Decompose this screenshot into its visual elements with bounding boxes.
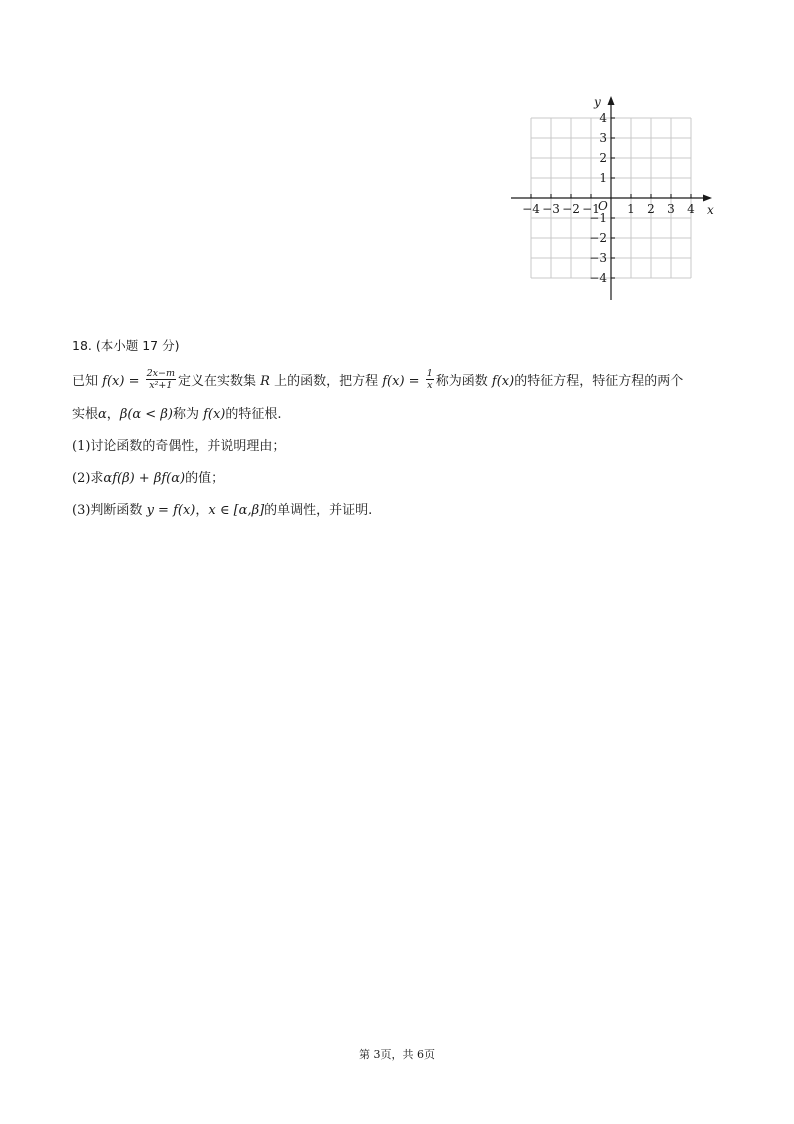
x-tick-label: 2	[647, 202, 655, 216]
part-2	[72, 469, 732, 489]
x-tick-label: −4	[522, 202, 540, 216]
x-tick-label: −2	[562, 202, 580, 216]
function-fx-2: f(x)	[382, 374, 405, 389]
y-axis-name: y	[594, 95, 601, 109]
intro-text-4: 称为函数	[435, 374, 488, 389]
fraction-numerator: 2x−m	[146, 368, 175, 379]
function-fx-3: f(x)	[491, 374, 515, 389]
intro-text-3: 上的函数，把方程	[274, 374, 379, 389]
y-tick-label: −2	[589, 231, 607, 245]
set-R: R	[260, 374, 270, 389]
origin-label: O	[598, 199, 608, 213]
characteristic-fraction	[426, 368, 434, 391]
function-fraction	[146, 368, 176, 391]
equals-sign: =	[124, 374, 144, 389]
x-tick-label: 4	[687, 202, 695, 216]
equals-sign-2: =	[404, 374, 424, 389]
intro2-text-2: ，	[106, 407, 120, 422]
problem-intro-line2	[72, 405, 732, 425]
x-axis-name: x	[707, 203, 714, 217]
root-alpha: α	[98, 407, 107, 422]
part3-expression: y = f(x)	[146, 503, 196, 518]
y-tick-label: 2	[599, 151, 607, 165]
problem-header: 18. (本小题 17 分)	[72, 338, 180, 353]
y-axis-arrow	[608, 96, 615, 105]
fraction2-numerator: 1	[426, 368, 433, 379]
y-tick-label: −1	[589, 211, 607, 225]
x-tick-label: −3	[542, 202, 560, 216]
page-footer: 第 3页，共 6页	[359, 1048, 435, 1061]
y-tick-label: −4	[589, 271, 607, 285]
root-beta-condition: β(α < β)	[119, 407, 173, 422]
part2-text-1: (2)求	[72, 471, 104, 486]
intro2-text-1: 实根	[72, 407, 99, 422]
intro-text-5: 的特征方程，特征方程的两个	[514, 374, 684, 389]
part-1: (1)讨论函数的奇偶性，并说明理由；	[72, 439, 286, 454]
part2-text-2: 的值；	[185, 471, 225, 486]
x-tick-label: −1	[582, 202, 600, 216]
x-axis-arrow	[703, 195, 712, 202]
part3-domain: x ∈ [α,β]	[208, 503, 265, 518]
y-tick-label: 3	[599, 131, 607, 145]
x-tick-label: 1	[627, 202, 635, 216]
function-fx: f(x)	[102, 374, 125, 389]
coordinate-grid-figure	[505, 92, 719, 302]
x-tick-label: 3	[667, 202, 675, 216]
part3-text-1: (3)判断函数	[72, 503, 143, 518]
function-fx-4: f(x)	[203, 407, 226, 422]
problem-18	[72, 336, 732, 533]
y-tick-label: 1	[599, 171, 607, 185]
problem-intro-line1	[72, 370, 732, 393]
intro2-text-3: 称为	[172, 407, 199, 422]
intro-text-1: 已知	[72, 374, 99, 389]
fraction-denominator: x²+1	[149, 380, 173, 391]
part3-text-2: ，	[195, 503, 209, 518]
part-3	[72, 501, 732, 521]
part3-text-3: 的单调性，并证明.	[264, 503, 373, 518]
intro2-text-4: 的特征根.	[225, 407, 282, 422]
intro-text-2: 定义在实数集	[178, 374, 257, 389]
part2-expression: αf(β) + βf(α)	[103, 471, 186, 486]
y-tick-label: 4	[599, 111, 607, 125]
coordinate-grid-svg	[505, 92, 719, 302]
fraction2-denominator: x	[427, 380, 433, 391]
y-tick-label: −3	[589, 251, 607, 265]
